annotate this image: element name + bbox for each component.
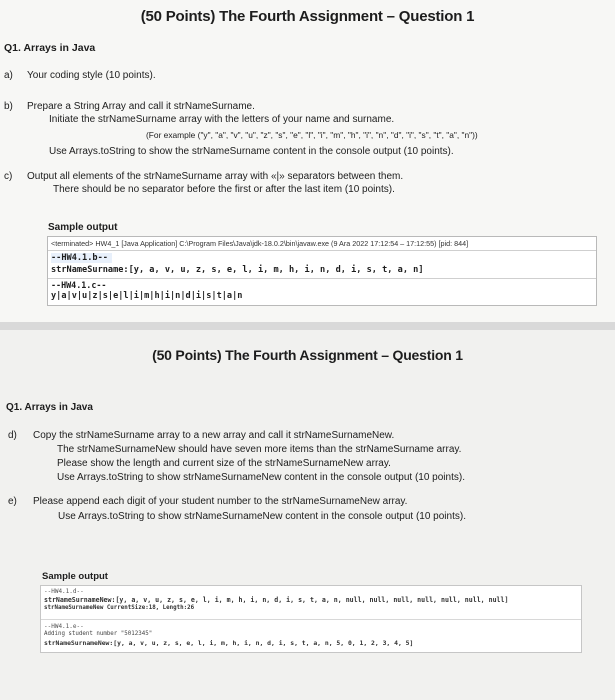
item-d-line-4: Use Arrays.toString to show strNameSurnameNew content in the console output (10 points). [57, 472, 465, 483]
console-line: strNameSurnameNew:[y, a, v, u, z, s, e, l, i, m, h, i, n, d, i, s, t, a, n, null, null, null, null, null, null, null] [44, 596, 509, 604]
item-d-letter: d) [8, 430, 17, 441]
console-line: --HW4.1.b-- [51, 253, 112, 263]
item-b-line-2: Initiate the strNameSurname array with the letters of your name and surname. [49, 114, 395, 125]
sample-output-label: Sample output [48, 222, 118, 233]
item-a-letter: a) [4, 70, 13, 81]
assignment-page-1 [0, 0, 615, 322]
console-divider [41, 619, 581, 620]
item-b-line-3: Use Arrays.toString to show the strNameSurname content in the console output (10 points). [49, 146, 454, 157]
item-e-letter: e) [8, 496, 17, 507]
question-heading: Q1. Arrays in Java [6, 402, 93, 413]
item-c-line-1: Output all elements of the strNameSurname array with «|» separators between them. [27, 171, 404, 182]
item-c-line-2: There should be no separator before the first or after the last item (10 points). [53, 184, 395, 195]
console-line: --HW4.1.e-- [44, 623, 84, 630]
console-output-panel [47, 236, 597, 306]
console-line: Adding student number "5012345" [44, 631, 153, 637]
console-divider [48, 278, 596, 279]
console-line: strNameSurname:[y, a, v, u, z, s, e, l, i, m, h, i, n, d, i, s, t, a, n] [51, 265, 424, 275]
console-line: strNameSurnameNew CurrentSize:18, Length:26 [44, 605, 195, 611]
assignment-page-2 [0, 330, 615, 700]
item-d-line-1: Copy the strNameSurname array to a new array and call it strNameSurnameNew. [33, 430, 395, 441]
item-b-example: (For example ("y", "a", "v", "u", "z", "s", "e", "l", "i", "m", "h", "i", "n", "d", "i", "s", "t", "a", "n")) [146, 130, 478, 140]
page-title: (50 Points) The Fourth Assignment – Question 1 [140, 8, 475, 25]
sample-output-label: Sample output [42, 571, 108, 582]
page-divider [0, 322, 615, 330]
item-d-line-3: Please show the length and current size of the strNameSurnameNew array. [57, 458, 391, 469]
item-e-line-1: Please append each digit of your student number to the strNameSurnameNew array. [33, 496, 408, 507]
page-title: (50 Points) The Fourth Assignment – Question 1 [152, 347, 463, 363]
console-output-panel [40, 585, 582, 653]
item-b-line-1: Prepare a String Array and call it strNameSurname. [27, 101, 255, 112]
console-line: y|a|v|u|z|s|e|l|i|m|h|i|n|d|i|s|t|a|n [51, 291, 243, 301]
console-line: --HW4.1.c-- [51, 280, 107, 290]
question-heading: Q1. Arrays in Java [4, 42, 96, 54]
item-c-letter: c) [4, 171, 13, 182]
console-header: <terminated> HW4_1 [Java Application] C:\Program Files\Java\jdk-18.0.2\bin\javaw.exe (9 Ara 2022 17:12:54 – 17:12:55) [pid: 844] [51, 239, 469, 248]
console-divider [48, 250, 596, 251]
item-e-line-2: Use Arrays.toString to show strNameSurnameNew content in the console output (10 points). [58, 511, 466, 522]
item-b-letter: b) [4, 101, 13, 112]
item-a-text: Your coding style (10 points). [27, 70, 156, 81]
item-d-line-2: The strNameSurnameNew should have seven more items than the strNameSurname array. [57, 444, 462, 455]
console-line: --HW4.1.d-- [44, 588, 84, 595]
console-line: strNameSurnameNew:[y, a, v, u, z, s, e, l, i, m, h, i, n, d, i, s, t, a, n, 5, 0, 1, 2, 3, 4, 5] [44, 639, 414, 647]
